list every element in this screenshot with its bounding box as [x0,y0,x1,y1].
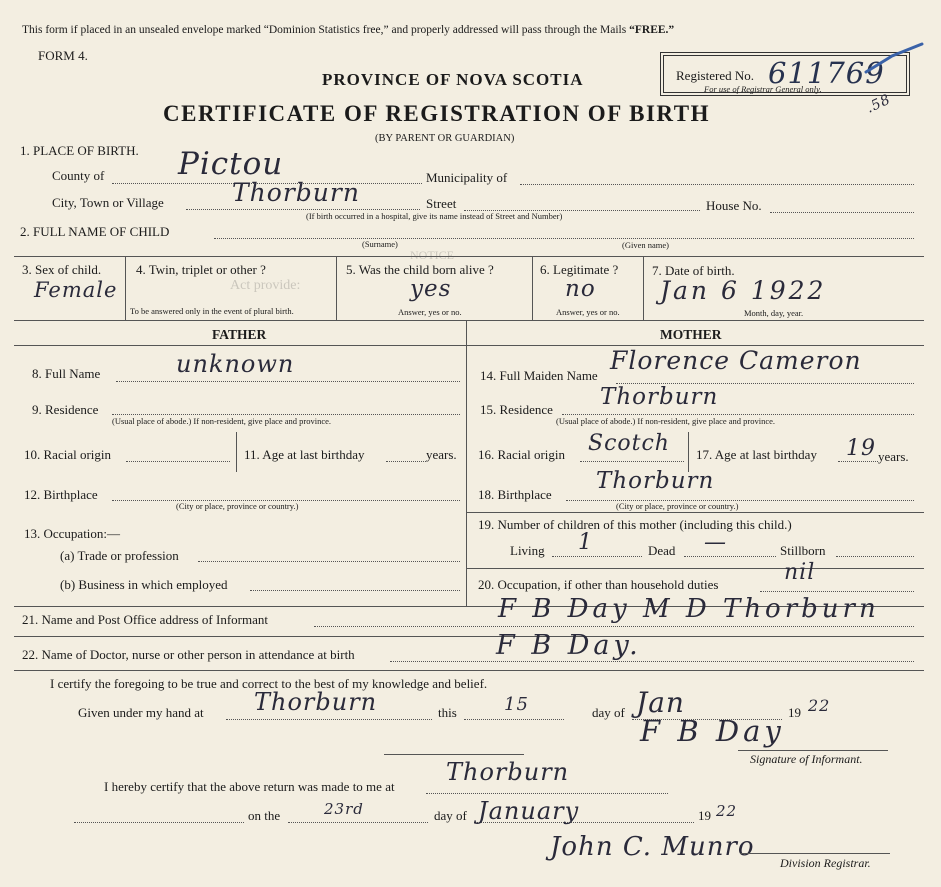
divider [236,432,237,472]
father-name-value: unknown [176,350,295,378]
father-residence-label: 9. Residence [32,402,99,417]
mother-occupation-line [760,591,914,592]
blue-pen-mark [862,38,932,78]
city-value: Thorburn [232,178,360,207]
mother-maiden-value: Florence Cameron [610,346,862,375]
row-line [14,670,924,671]
father-birthplace-note: (City or place, province or country.) [176,501,299,511]
mail-notice-text: This form if placed in an unsealed envelope marked “Dominion Statistics free,” and properly addressed will pass through the Mails [22,24,627,36]
municipality-label: Municipality of [426,170,508,185]
ghost-text: Act provide: [230,278,301,293]
mother-racial-label: 16. Racial origin [478,447,566,462]
place-of-birth-label: 1. PLACE OF BIRTH. [20,143,139,158]
father-residence-line [112,414,460,415]
registered-no-label: Registered No. [676,68,754,83]
father-heading: FATHER [212,327,267,342]
father-racial-label: 10. Racial origin [24,447,112,462]
day-of-label: day of [592,705,625,720]
ghost-text: NOTICE [410,248,454,262]
dob-value: Jan 6 1922 [660,276,827,305]
registrar-signature: John C. Munro [550,832,755,862]
mother-residence-line [562,414,914,415]
row-line [466,568,924,569]
doctor-value: F B Day. [496,630,642,661]
street-label: Street [426,196,457,211]
divider [643,256,644,320]
mother-residence-label: 15. Residence [480,402,553,417]
county-value: Pictou [178,146,284,182]
living-line [552,556,642,557]
on-the-label: on the [248,808,281,823]
mother-age-line [838,461,878,462]
informant-label: 21. Name and Post Office address of Informant [22,612,268,627]
given-day-line [464,719,564,720]
divider [336,256,337,320]
mother-children-label: 19. Number of children of this mother (including this child.) [478,517,792,532]
grid-bottom-line [14,320,924,321]
mother-residence-note: (Usual place of abode.) If non-resident, give place and province. [556,416,776,426]
mother-heading: MOTHER [660,327,722,342]
legit-note: Answer, yes or no. [556,307,620,317]
house-line [770,212,914,213]
form-number: FORM 4. [38,48,88,63]
county-label: County of [52,168,105,183]
mail-notice [22,24,674,36]
dead-value: — [704,530,727,555]
column-divider [466,320,467,606]
mother-occupation-label: 20. Occupation, if other than household duties [478,577,719,592]
twin-note: To be answered only in the event of plural birth. [130,306,294,316]
father-age-line [386,461,426,462]
father-name-label: 8. Full Name [32,366,101,381]
surname-caption: (Surname) [362,239,398,249]
given-day-value: 15 [504,694,529,715]
father-racial-line [126,461,230,462]
mother-occupation-value: nil [784,560,816,585]
mother-birthplace-note: (City or place, province or country.) [616,501,739,511]
row-line [466,512,924,513]
stillborn-label: Stillborn [780,543,826,558]
registrar-place-line [426,793,668,794]
father-business-label: (b) Business in which employed [60,577,228,592]
doctor-line [390,661,914,662]
registrar-signature-line [740,853,890,854]
registrar-month-value: January [478,797,580,825]
father-age-label: 11. Age at last birthday [244,447,365,462]
mother-age-value: 19 [846,436,876,461]
given-place-line [226,719,432,720]
page-title: CERTIFICATE OF REGISTRATION OF BIRTH [163,101,710,126]
page-subtitle: (BY PARENT OR GUARDIAN) [375,133,515,144]
doctor-label: 22. Name of Doctor, nurse or other person in attendance at birth [22,647,355,662]
mother-maiden-label: 14. Full Maiden Name [480,368,598,383]
dead-line [684,556,776,557]
this-label: this [438,705,457,720]
certify-statement: I certify the foregoing to be true and correct to the best of my knowledge and belief. [50,676,488,691]
child-name-label: 2. FULL NAME OF CHILD [20,224,170,239]
mother-birthplace-label: 18. Birthplace [478,487,552,502]
registrar-leading-line [74,822,244,823]
registrar-year-prefix: 19 [698,808,711,823]
father-occupation-label: 13. Occupation:— [24,526,121,541]
father-birthplace-label: 12. Birthplace [24,487,98,502]
short-rule [384,754,524,755]
given-place-value: Thorburn [254,688,378,716]
hospital-note: (If birth occurred in a hospital, give its name instead of Street and Number) [306,211,563,221]
municipality-line [520,184,914,185]
father-age-unit: years. [426,447,457,462]
child-name-line [214,238,914,239]
divider [532,256,533,320]
informant-signature: F B Day [640,714,785,748]
grid-top-line [14,256,924,257]
registrar-statement: I hereby certify that the above return was made to me at [104,779,395,794]
given-label: Given under my hand at [78,705,204,720]
alive-label: 5. Was the child born alive ? [346,262,494,277]
registrar-day-value: 23rd [324,800,364,818]
mother-residence-value: Thorburn [600,384,719,410]
registrar-place-value: Thorburn [446,758,570,786]
informant-line [314,626,914,627]
mother-racial-value: Scotch [588,431,670,456]
pencil-mark: .58 [863,91,894,117]
given-year-suffix: 22 [808,696,831,715]
father-trade-line [198,561,460,562]
province-title: PROVINCE OF NOVA SCOTIA [322,70,584,89]
divider [125,256,126,320]
registrar-general-note: For use of Registrar General only. [704,84,822,94]
informant-value: F B Day M D Thorburn [498,594,880,624]
father-residence-note: (Usual place of abode.) If non-resident, give place and province. [112,416,332,426]
registered-no-value: 611769 [768,56,885,90]
living-value: 1 [578,530,593,555]
house-label: House No. [706,198,762,213]
father-name-line [116,381,460,382]
given-year-prefix: 19 [788,705,801,720]
stillborn-line [836,556,914,557]
dead-label: Dead [648,543,676,558]
given-month-value: Jan [636,686,685,719]
registrar-caption: Division Registrar. [780,856,871,870]
city-label: City, Town or Village [52,195,164,210]
mail-free: “FREE.” [629,24,675,36]
father-trade-label: (a) Trade or profession [60,548,179,563]
father-business-line [250,590,460,591]
registrar-day-of-label: day of [434,808,467,823]
row-line [14,636,924,637]
legit-value: no [565,276,596,302]
dob-label: 7. Date of birth. [652,263,735,278]
sex-label: 3. Sex of child. [22,262,102,277]
signature-line [738,750,888,751]
alive-value: yes [410,276,452,302]
registrar-day-line [288,822,428,823]
registrar-year-suffix: 22 [716,802,738,820]
mother-birthplace-value: Thorburn [596,468,715,494]
sex-value: Female [34,278,118,302]
twin-label: 4. Twin, triplet or other ? [136,262,266,277]
mother-age-unit: years. [878,449,909,464]
signature-caption: Signature of Informant. [750,752,863,766]
legit-label: 6. Legitimate ? [540,262,619,277]
alive-note: Answer, yes or no. [398,307,462,317]
divider [688,432,689,472]
dob-note: Month, day, year. [744,308,804,318]
mother-racial-line [580,461,684,462]
mother-age-label: 17. Age at last birthday [696,447,817,462]
city-line [186,209,420,210]
living-label: Living [510,543,545,558]
given-caption: (Given name) [622,240,669,250]
